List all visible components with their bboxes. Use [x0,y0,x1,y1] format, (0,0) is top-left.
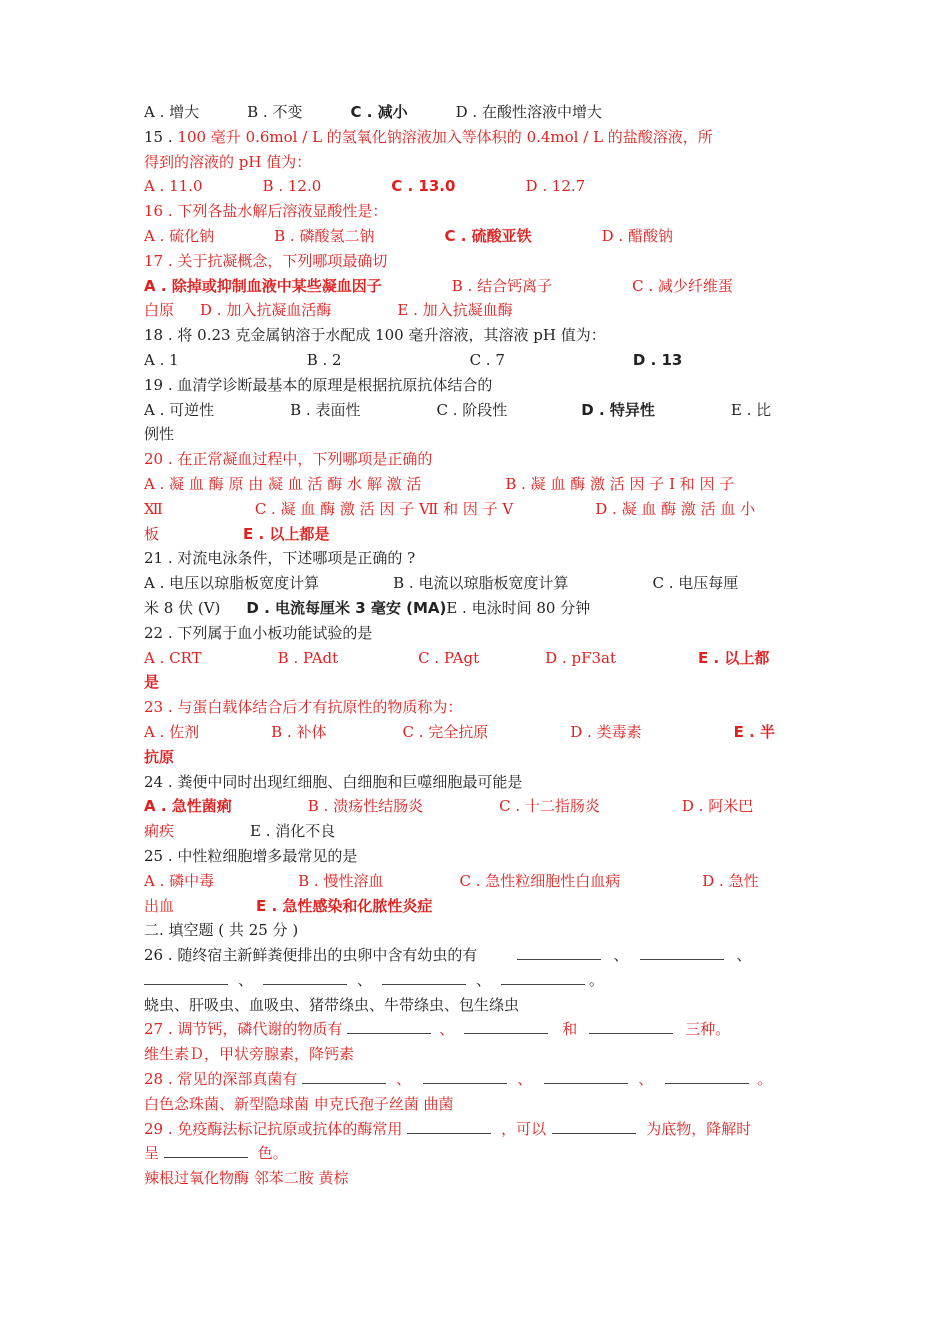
text-segment: ，可以 [501,1119,547,1138]
text-line [144,447,808,472]
text-segment: 15 . [144,127,178,146]
text-line [144,373,808,398]
text-segment: 、 [357,970,373,989]
text-segment: 18 . 将 0.23 克金属钠溶于水配成 100 毫升溶液，其溶液 pH 值为： [144,326,606,345]
text-segment: 得到的溶液的 pH 值为： [144,152,312,171]
text-line [144,522,808,547]
text-segment: 为底物，降解时 [646,1119,752,1138]
text-segment: 16 . 下列各盐水解后溶液显酸性是： [144,202,388,221]
text-segment: D . 特异性 [581,400,655,419]
text-line [144,546,808,571]
text-segment: Ⅻ [144,499,163,518]
text-segment: D . 电流每厘米 3 毫安 (MA) [246,598,447,617]
text-segment: 例性 [144,425,175,444]
text-line [144,323,808,348]
text-segment: A . 11.0 [144,177,203,196]
text-segment: C . 减少纤维蛋 [632,276,733,295]
text-segment: E . 消化不良 [250,822,336,841]
fill-in-blank [552,1119,636,1134]
fill-in-blank [347,1019,431,1034]
text-line [144,1141,808,1166]
fill-in-blank [501,970,585,985]
text-line [144,274,808,299]
text-segment: 蛲虫、肝吸虫、血吸虫、猪带绦虫、牛带绦虫、包生绦虫 [144,995,520,1014]
text-segment: 、 [476,970,492,989]
text-segment: 呈 [144,1144,164,1163]
fill-in-blank [665,1069,749,1084]
text-line [144,348,808,373]
text-segment: D . 13 [632,350,683,369]
text-line [144,298,808,323]
text-line [144,770,808,795]
text-segment: 三种。 [685,1020,731,1039]
text-line [144,571,808,596]
text-line [144,869,808,894]
text-segment: C . 13.0 [391,177,456,196]
text-line [144,844,808,869]
text-segment: 25 . 中性粒细胞增多最常见的是 [144,846,358,865]
text-segment: 、 [638,1070,654,1089]
text-segment: D . 凝 血 酶 激 活 血 小 [595,499,756,518]
text-segment: 26 . 随终宿主新鲜粪便排出的虫卵中含有幼虫的有 [144,946,478,965]
text-line [144,695,808,720]
fill-in-blank [382,970,466,985]
text-segment: C . 阶段性 [436,400,508,419]
text-line [144,918,808,943]
text-line [144,1067,808,1092]
text-segment: C . 凝 血 酶 激 活 因 子 Ⅶ 和 因 子 Ⅴ [254,499,514,518]
text-segment: 。 [757,1070,773,1089]
text-segment: C . 十二指肠炎 [499,797,600,816]
document-page [144,100,808,1191]
text-segment: B . 不变 [247,103,303,121]
text-line [144,646,808,671]
fill-in-blank [544,1069,628,1084]
text-line [144,1166,808,1191]
text-segment: E . 电泳时间 80 分钟 [446,598,591,617]
text-line [144,745,808,770]
text-segment: A . 除掉或抑制血液中某些凝血因子 [144,276,382,295]
text-line [144,968,808,993]
text-line [144,720,808,745]
text-segment: A . 佐剂 [144,722,200,741]
fill-in-blank [589,1019,673,1034]
text-line [144,125,808,150]
text-line [144,1092,808,1117]
text-segment: A . 凝 血 酶 原 由 凝 血 活 酶 水 解 激 活 [144,474,422,493]
text-segment: 维生素Ｄ，甲状旁腺素，降钙素 [144,1045,355,1064]
text-segment: A . 电压以琼脂板宽度计算 [144,574,320,593]
text-segment: A . 可逆性 [144,400,215,419]
text-line [144,472,808,497]
text-segment: B . 磷酸氢二钠 [274,226,375,245]
text-segment: E . 半 [733,722,775,741]
text-segment: 痢疾 [144,822,175,841]
text-line [144,174,808,199]
text-segment: B . 慢性溶血 [298,871,384,890]
text-segment: B . 2 [306,350,342,369]
text-segment: 是 [144,673,160,692]
text-segment: 白原 [144,301,175,320]
text-segment: A . 增大 [144,103,200,121]
text-segment: D . 急性 [702,871,759,890]
text-segment: E . 急性感染和化脓性炎症 [256,896,433,915]
text-line [144,100,808,125]
text-line [144,1017,808,1042]
text-segment: D . 12.7 [525,177,586,196]
text-line [144,422,808,447]
text-segment: 19 . 血清学诊断最基本的原理是根据抗原抗体结合的 [144,375,493,394]
text-segment: B . 12.0 [262,177,322,196]
text-segment: 、 [613,946,629,965]
text-segment: A . 急性菌痢 [144,797,232,816]
text-segment: B . 结合钙离子 [451,276,553,295]
text-segment: 辣根过氧化物酶 邻苯二胺 黄棕 [144,1169,349,1188]
text-line [144,621,808,646]
text-segment: 、 [736,946,752,965]
text-segment: 20 . 在正常凝血过程中，下列哪项是正确的 [144,450,433,469]
text-segment: 、 [439,1020,455,1039]
fill-in-blank [464,1019,548,1034]
text-segment: B . 溃疡性结肠炎 [307,797,424,816]
text-segment: B . 凝 血 酶 激 活 因 子 Ⅰ 和 因 子 [505,474,735,493]
text-segment: 二. 填空题 ( 共 25 分 ) [144,921,299,940]
text-line [144,497,808,522]
text-segment: 、 [396,1070,412,1089]
fill-in-blank [423,1069,507,1084]
fill-in-blank [164,1143,248,1158]
text-segment: E . 加入抗凝血酶 [397,301,513,320]
text-segment: 米 8 伏 (V) [144,598,221,617]
text-segment: B . 表面性 [290,400,361,419]
text-line [144,943,808,968]
text-segment: 白色念珠菌、新型隐球菌 申克氏孢子丝菌 曲菌 [144,1094,454,1113]
text-segment: 抗原 [144,747,175,766]
text-line [144,224,808,249]
fill-in-blank [517,945,601,960]
text-segment: 21 . 对流电泳条件，下述哪项是正确的 ? [144,549,416,568]
text-segment: 24 . 粪便中同时出现红细胞、白细胞和巨噬细胞最可能是 [144,772,523,791]
text-segment: D . 醋酸钠 [601,226,673,245]
text-segment: 27 . 调节钙，磷代谢的物质有 [144,1020,348,1039]
text-segment: 色。 [257,1144,288,1163]
text-segment: B . 电流以琼脂板宽度计算 [393,574,569,593]
text-line [144,894,808,919]
text-segment: E . 以上都是 [243,524,330,543]
text-line [144,794,808,819]
text-segment: D . 加入抗凝血活酶 [200,301,332,320]
text-segment: E . 比 [730,400,772,419]
text-segment: D . pF3at [545,648,616,667]
text-segment: C . 减小 [350,103,408,121]
text-segment: 、 [517,1070,533,1089]
text-segment: C . 硫酸亚铁 [444,226,532,245]
text-segment: C . 7 [469,350,505,369]
text-segment: C . 完全抗原 [402,722,489,741]
text-segment: A . 磷中毒 [144,871,215,890]
text-line [144,199,808,224]
text-line [144,819,808,844]
text-segment: 22 . 下列属于血小板功能试验的是 [144,623,373,642]
text-segment: 28 . 常见的深部真菌有 [144,1070,303,1089]
text-segment: 。 [589,970,605,989]
text-segment: C . 急性粒细胞性白血病 [459,871,621,890]
text-segment: D . 类毒素 [570,722,642,741]
text-segment: B . 补体 [271,722,327,741]
text-segment: 出血 [144,896,175,915]
text-segment: E . 以上都 [698,648,770,667]
fill-in-blank [144,970,228,985]
text-line [144,398,808,423]
fill-in-blank [263,970,347,985]
text-line [144,249,808,274]
text-segment: D . 在酸性溶液中增大 [455,103,602,121]
fill-in-blank [407,1119,491,1134]
text-segment: 17 . 关于抗凝概念，下列哪项最确切 [144,251,388,270]
text-segment: B . PAdt [277,648,339,667]
text-line [144,150,808,175]
text-segment: A . CRT [144,648,202,667]
text-segment: 和 [562,1020,578,1039]
text-line [144,670,808,695]
fill-in-blank [302,1069,386,1084]
text-line [144,993,808,1018]
text-segment: A . 硫化钠 [144,226,215,245]
text-line [144,1117,808,1142]
text-segment: C . PAgt [418,648,480,667]
text-line [144,596,808,621]
text-line [144,1042,808,1067]
text-segment: 、 [238,970,254,989]
fill-in-blank [640,945,724,960]
text-segment: A . 1 [144,350,179,369]
text-segment: 23 . 与蛋白载体结合后才有抗原性的物质称为： [144,698,463,717]
text-segment: 29 . 免疫酶法标记抗原或抗体的酶常用 [144,1119,408,1138]
text-segment: 100 毫升 0.6mol / L 的氢氧化钠溶液加入等体积的 0.4mol / L 的盐酸溶液，所 [177,127,713,146]
text-segment: D . 阿米巴 [681,797,754,816]
text-segment: 板 [144,524,160,543]
text-segment: C . 电压每厘 [652,574,739,593]
